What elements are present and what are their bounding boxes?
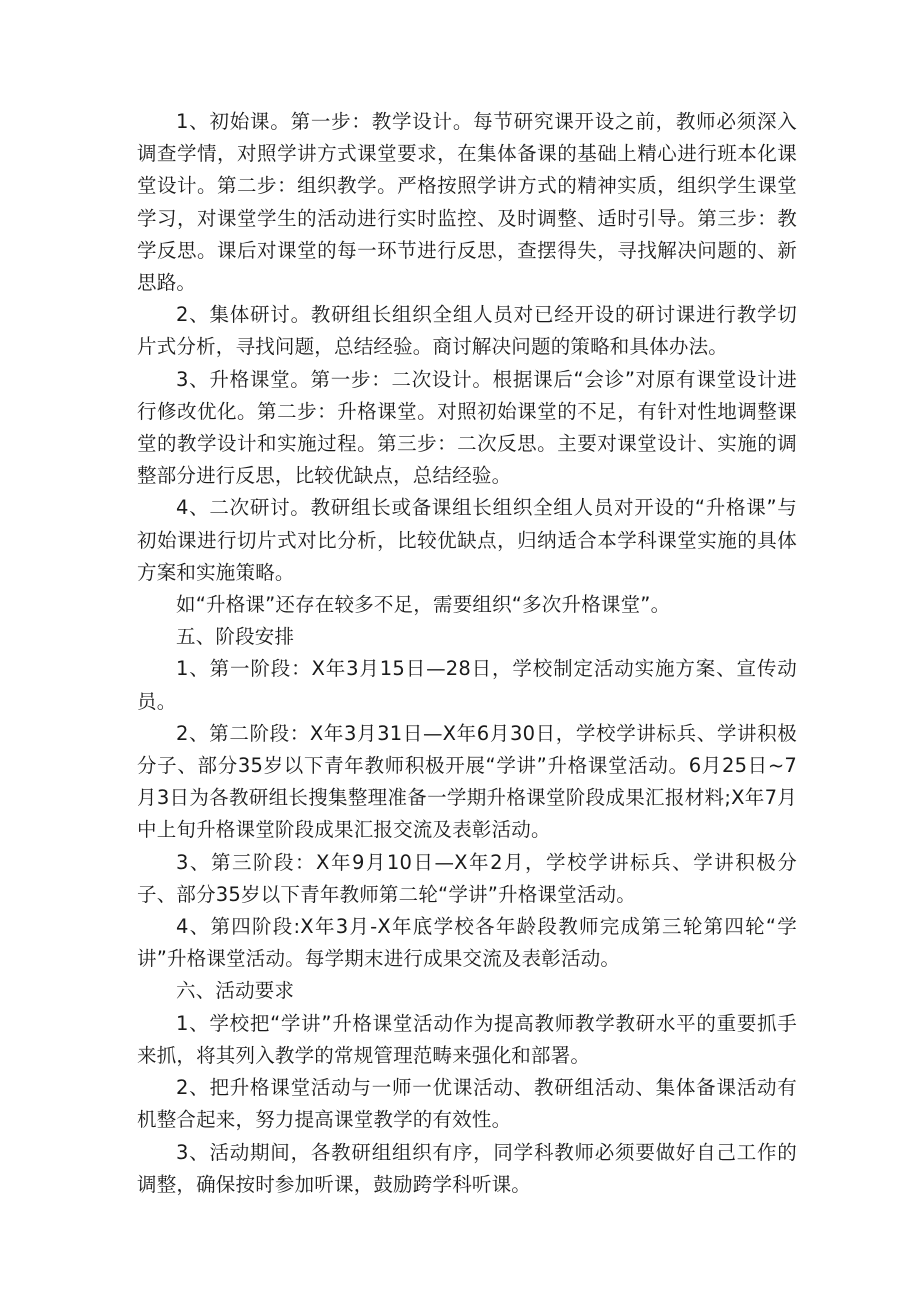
section-heading-activity-requirements: 六、活动要求 [176, 979, 295, 1003]
paragraph-collective-research: 2、集体研讨。教研组长组织全组人员对已经开设的研讨课进行教学切片式分析，寻找问题，总结经验。商讨解决问题的策略和具体办法。 [137, 303, 797, 359]
paragraph-requirement-3: 3、活动期间，各教研组组织有序，同学科教师必须要做好自己工作的调整，确保按时参加听课，鼓励跨学科听课。 [137, 1140, 797, 1196]
paragraph-requirement-1: 1、学校把“学讲”升格课堂活动作为提高教师教学教研水平的重要抓手来抓，将其列入教学的常规管理范畴来强化和部署。 [137, 1011, 797, 1067]
paragraph-stage-2: 2、第二阶段：X年3月31日—X年6月30日，学校学讲标兵、学讲积极分子、部分35岁以下青年教师积极开展“学讲”升格课堂活动。6月25日~7月3日为各教研组长搜集整理准备一学期升格课堂阶段成果汇报材料;X年7月中上旬升格课堂阶段成果汇报交流及表彰活动。 [137, 721, 797, 842]
paragraph-multiple-upgrade: 如“升格课”还存在较多不足，需要组织“多次升格课堂”。 [176, 593, 671, 617]
paragraph-upgrade-classroom: 3、升格课堂。第一步：二次设计。根据课后“会诊”对原有课堂设计进行修改优化。第二步：升格课堂。对照初始课堂的不足，有针对性地调整课堂的教学设计和实施过程。第三步：二次反思。主要对课堂设计、实施的调整部分进行反思，比较优缺点，总结经验。 [137, 367, 797, 488]
paragraph-stage-1: 1、第一阶段：X年3月15日—28日，学校制定活动实施方案、宣传动员。 [137, 657, 797, 713]
paragraph-stage-4: 4、第四阶段:X年3月-X年底学校各年龄段教师完成第三轮第四轮“学讲”升格课堂活动。每学期末进行成果交流及表彰活动。 [137, 915, 797, 971]
paragraph-initial-lesson: 1、初始课。第一步：教学设计。每节研究课开设之前，教师必须深入调查学情，对照学讲方式课堂要求，在集体备课的基础上精心进行班本化课堂设计。第二步：组织教学。严格按照学讲方式的精神实质，组织学生课堂学习，对课堂学生的活动进行实时监控、及时调整、适时引导。第三步：教学反思。课后对课堂的每一环节进行反思，查摆得失，寻找解决问题的、新思路。 [137, 110, 797, 295]
paragraph-requirement-2: 2、把升格课堂活动与一师一优课活动、教研组活动、集体备课活动有机整合起来，努力提高课堂教学的有效性。 [137, 1076, 797, 1132]
section-heading-stage-arrangement: 五、阶段安排 [176, 625, 295, 649]
paragraph-second-research: 4、二次研讨。教研组长或备课组长组织全组人员对开设的“升格课”与初始课进行切片式对比分析，比较优缺点，归纳适合本学科课堂实施的具体方案和实施策略。 [137, 496, 797, 584]
paragraph-stage-3: 3、第三阶段：X年9月10日—X年2月，学校学讲标兵、学讲积极分子、部分35岁以下青年教师第二轮“学讲”升格课堂活动。 [137, 850, 797, 906]
document-body [137, 106, 797, 1201]
